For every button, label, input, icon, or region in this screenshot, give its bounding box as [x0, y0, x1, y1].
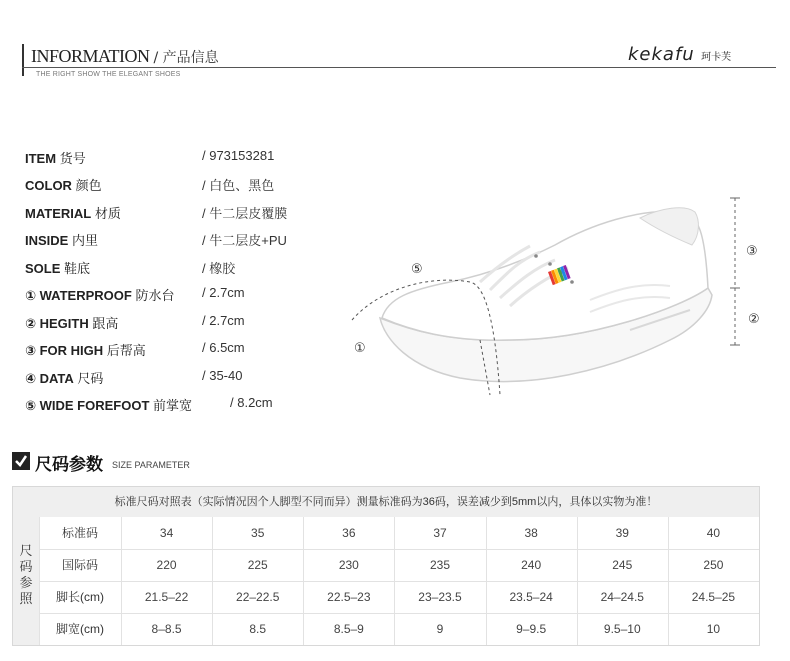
size-row-label: 国际码	[61, 558, 98, 572]
table-col-divider	[121, 517, 122, 645]
spec-label-cn: 防水台	[135, 288, 175, 303]
spec-value: / 白色、黑色	[202, 178, 275, 193]
table-row-divider	[39, 581, 759, 582]
size-cell: 38	[524, 526, 538, 540]
spec-label-en: ITEM	[25, 151, 57, 166]
size-cell: 245	[612, 558, 633, 572]
spec-row	[25, 175, 345, 195]
spec-label-cn: 尺码	[77, 371, 104, 386]
size-cell: 22.5–23	[327, 590, 371, 604]
spec-value: / 牛二层皮覆膜	[202, 206, 288, 221]
section-title-en: INFORMATION	[31, 46, 150, 66]
size-cell: 10	[706, 622, 721, 636]
spec-label	[25, 148, 86, 167]
spec-label	[25, 313, 118, 332]
marker-forefoot-width: ⑤	[411, 261, 423, 276]
size-table	[12, 486, 760, 646]
size-cell: 23.5–24	[509, 590, 553, 604]
size-cell: 8.5–9	[333, 622, 364, 636]
size-cell: 240	[521, 558, 542, 572]
side-char: 参	[19, 575, 33, 590]
spec-value: / 2.7cm	[202, 285, 245, 300]
spec-row	[25, 340, 345, 360]
size-title: 尺码参数	[35, 455, 103, 474]
spec-row	[25, 148, 345, 168]
checkbox-icon	[12, 452, 30, 470]
spec-label-cn: 跟高	[92, 316, 119, 331]
spec-label-en: INSIDE	[25, 233, 69, 248]
size-table-note: 标准尺码对照表（实际情况因个人脚型不同而异）测量标准码为36码，误差减少到5mm以内，具体以实物为准！	[13, 487, 759, 517]
size-cell: 34	[159, 526, 174, 540]
spec-label-cn: 鞋底	[64, 261, 91, 276]
table-row-divider	[39, 549, 759, 550]
spec-row	[25, 285, 345, 305]
size-cell: 250	[703, 558, 724, 572]
size-cell: 22–22.5	[236, 590, 280, 604]
size-cell: 24.5–25	[691, 590, 736, 604]
spec-value: / 橡胶	[202, 261, 236, 276]
brand-name-cn: 珂卡芙	[701, 52, 732, 63]
size-cell: 8–8.5	[151, 622, 182, 636]
size-row-label: 标准码	[61, 526, 98, 540]
spec-label-en: ⑤ WIDE FOREFOOT	[25, 398, 150, 413]
spec-row	[25, 395, 345, 415]
marker-waterproof: ①	[354, 340, 366, 355]
spec-label	[25, 175, 102, 194]
spec-label-cn: 前掌宽	[153, 398, 193, 413]
spec-label	[25, 368, 103, 387]
size-cell: 230	[338, 558, 359, 572]
header-divider	[22, 67, 776, 68]
side-char: 照	[19, 591, 33, 606]
side-char: 码	[19, 559, 33, 574]
spec-value: / 973153281	[202, 148, 275, 163]
spec-label-en: ① WATERPROOF	[25, 288, 132, 303]
spec-value: / 8.2cm	[230, 395, 273, 410]
spec-label-en: SOLE	[25, 261, 61, 276]
spec-row	[25, 368, 345, 388]
size-cell: 36	[342, 526, 356, 540]
spec-value: / 牛二层皮+PU	[202, 233, 287, 248]
spec-label	[25, 285, 174, 304]
table-col-divider	[212, 517, 213, 645]
size-cell: 35	[251, 526, 265, 540]
section-subtitle: THE RIGHT SHOW THE ELEGANT SHOES	[36, 71, 181, 78]
spec-row	[25, 258, 345, 278]
size-cell: 23–23.5	[418, 590, 462, 604]
spec-label-en: COLOR	[25, 178, 72, 193]
marker-back-height: ③	[746, 243, 758, 258]
size-cell: 39	[615, 526, 629, 540]
spec-label-cn: 货号	[59, 151, 86, 166]
spec-value: / 2.7cm	[202, 313, 245, 328]
spec-label	[25, 340, 146, 359]
table-row-divider	[39, 613, 759, 614]
spec-value: / 35-40	[202, 368, 243, 383]
table-col-divider	[39, 517, 40, 645]
spec-label-cn: 颜色	[75, 178, 102, 193]
spec-label-en: MATERIAL	[25, 206, 92, 221]
size-cell: 37	[433, 526, 447, 540]
table-col-divider	[668, 517, 669, 645]
size-cell: 8.5	[249, 622, 267, 636]
spec-row	[25, 203, 345, 223]
size-cell: 235	[429, 558, 450, 572]
side-char: 尺	[19, 543, 33, 558]
table-col-divider	[486, 517, 487, 645]
section-title-cn: / 产品信息	[153, 50, 219, 66]
spec-row	[25, 313, 345, 333]
spec-label	[25, 203, 121, 222]
spec-label	[25, 230, 98, 249]
size-cell: 9.5–10	[603, 622, 641, 636]
spec-row	[25, 230, 345, 250]
spec-label	[25, 258, 90, 277]
table-col-divider	[577, 517, 578, 645]
size-cell: 9	[436, 622, 444, 636]
spec-label-en: ② HEGITH	[25, 316, 89, 331]
spec-label	[25, 395, 192, 414]
spec-label-cn: 材质	[94, 206, 121, 221]
size-cell: 220	[156, 558, 177, 572]
size-cell: 24–24.5	[600, 590, 644, 604]
size-cell: 21.5–22	[144, 590, 189, 604]
brand-logo	[628, 44, 731, 65]
brand-name-en: kekafu	[628, 44, 695, 65]
spec-value: / 6.5cm	[202, 340, 245, 355]
section-title	[31, 46, 219, 67]
spec-label-en: ④ DATA	[25, 371, 74, 386]
table-col-divider	[394, 517, 395, 645]
marker-heel-height: ②	[748, 311, 760, 326]
shoe-diagram	[340, 190, 780, 410]
spec-label-en: ③ FOR HIGH	[25, 343, 104, 358]
spec-label-cn: 后帮高	[106, 343, 146, 358]
size-title-en: SIZE PARAMETER	[112, 460, 190, 470]
size-row-label: 脚宽(cm)	[56, 622, 104, 636]
size-cell: 9–9.5	[516, 622, 547, 636]
header-accent-bar	[22, 44, 24, 76]
size-cell: 225	[247, 558, 268, 572]
size-cell: 40	[706, 526, 721, 540]
size-row-label: 脚长(cm)	[56, 590, 104, 604]
size-table-side-label	[13, 517, 39, 645]
table-col-divider	[303, 517, 304, 645]
spec-label-cn: 内里	[71, 233, 98, 248]
